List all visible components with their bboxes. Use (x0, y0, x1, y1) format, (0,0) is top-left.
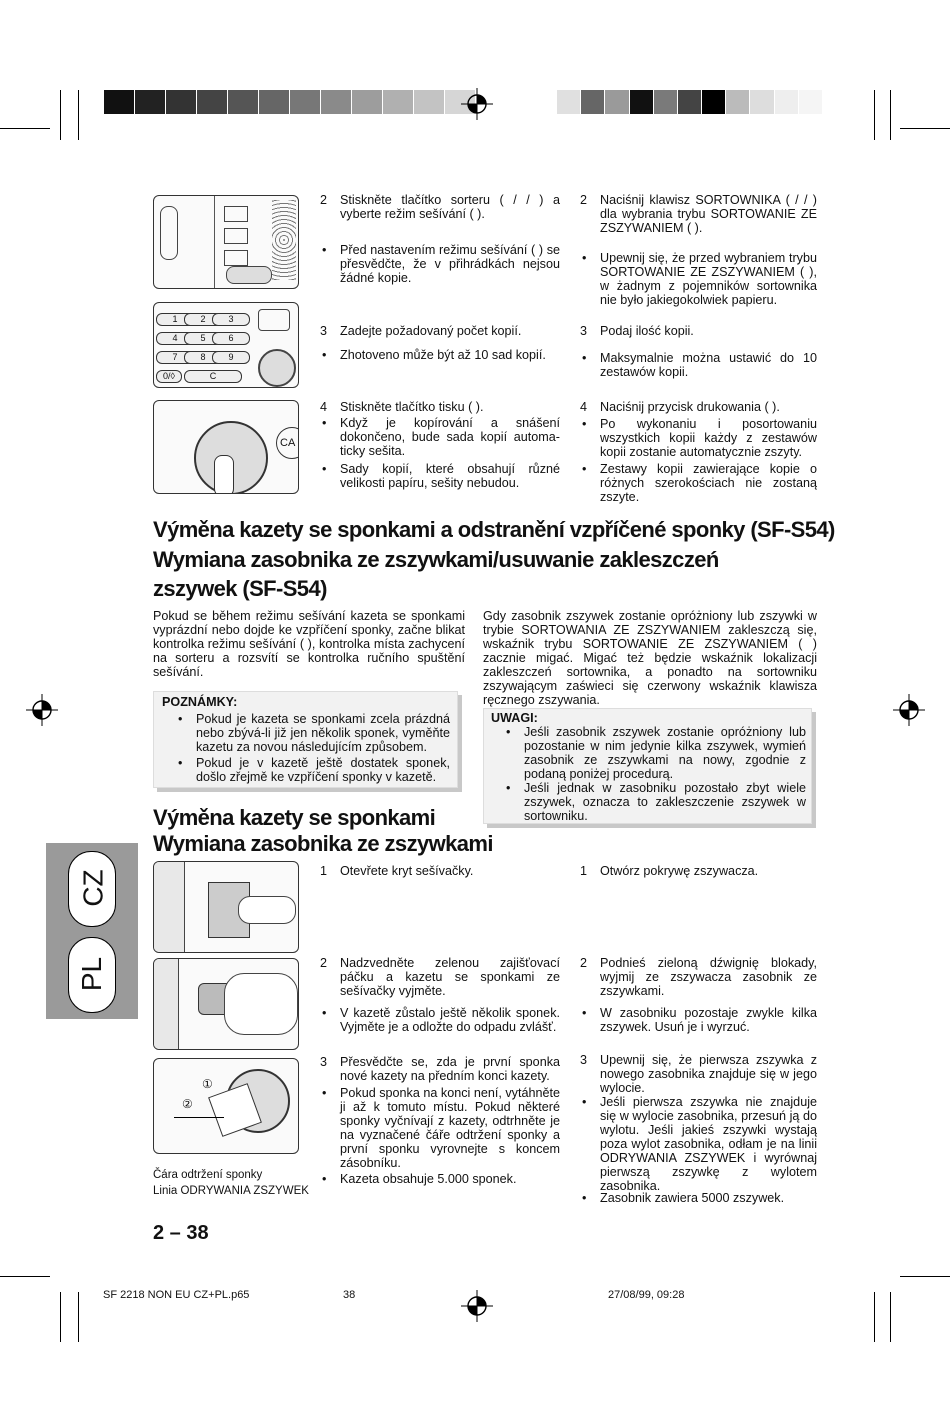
pl-s2-step-3-note-2: • Zasobnik zawiera 5000 zszywek. (582, 1191, 785, 1205)
color-swatch (104, 90, 135, 114)
registration-mark-bottom (461, 1290, 493, 1322)
color-swatch (197, 90, 228, 114)
cz-step-2: 2 Stiskněte tlačítko sorteru ( / / ) a vyberte režim sešívání ( ). (320, 193, 560, 221)
section2-title-cz: Výměna kazety se sponkami (153, 805, 436, 830)
color-swatch (383, 90, 414, 114)
color-swatch (166, 90, 197, 114)
pl-s2-step-3-note-1: • Jeśli pierwsza zszywka nie znajduje się w wylocie zasobnika, przesuń ją do wylotu. Jeśli jakieś zszywki wystają poza wylot zasobnika, odłam je na linii ODRYWANIA ZSZYWEK i wyrównaj pierwszą zszywkę z wylotem zasobnika. (582, 1095, 817, 1193)
key-6: 6 (212, 332, 250, 345)
cz-s2-step-1: 1 Otevřete kryt sešívačky. (320, 864, 474, 878)
footer-date: 27/08/99, 09:28 (608, 1289, 685, 1301)
marker-1: ① (202, 1077, 213, 1091)
power-icon (258, 309, 290, 331)
pl-s2-step-3: 3 Upewnij się, że pierwsza zszywka z nowego zasobnika znajduje się w jego wylocie. (580, 1053, 817, 1095)
tab-label-pl: PL (68, 937, 116, 1013)
color-swatch (678, 90, 702, 114)
color-swatch (775, 90, 799, 114)
key-4: 4 (156, 332, 194, 345)
cz-step-3-note: • Zhotoveno může být až 10 sad kopií. (322, 348, 546, 362)
registration-mark-top (461, 88, 493, 120)
key-clear: C (184, 370, 242, 383)
cz-step-4-note-1: • Když je kopírování a snášení dokončeno, bude sada kopií automaticky sešita. (322, 416, 560, 458)
key-0: 0/◊ (156, 370, 182, 383)
start-button-icon (258, 349, 296, 387)
section2-title-pl: Wymiana zasobnika ze zszywkami (153, 831, 493, 856)
pl-intro-paragraph: Gdy zasobnik zszywek zostanie opróżniony lub zszywki w trybie SORTOWANIA ZE ZSZYWANIEM zakleszczą się, wskaźnik trybu SORTOWANIE ZE ZSZYWANIEM ( ) zacznie migać. Migać też będzie wskaźnik lokalizacji zakleszczeń sortownika, a ponadto na sortowniku zszywającym zaświeci się czerwony wskaźnik klawisza ręcznego zszywania. (483, 609, 817, 707)
cz-notes-item-1: • Pokud je kazeta se sponkami zcela prázdná nebo zbývá-li již jen několik sponek, vyměňte kazetu za novou následujícím způsobem. (178, 712, 450, 754)
key-9: 9 (212, 351, 250, 364)
cz-s2-step-3-note-1: • Pokud sponka na konci není, vytáhněte ji až k tomuto místu. Pokud některé sponky vyčnívají z kazety, odtrhněte je na vyznačené čáře odtržení sponky a první sponku vyrovnejte s koncem zásobníku. (322, 1086, 560, 1170)
color-swatch (726, 90, 750, 114)
remove-cartridge-illustration (153, 958, 299, 1050)
cz-s2-step-2-note: • V kazetě zůstalo ještě několik sponek. Vyjměte je a odložte do odpadu zvlášť. (322, 1006, 560, 1034)
cz-intro-paragraph: Pokud se během režimu sešívání kazeta se sponkami vyprázdní nebo dojde ke vzpříčení sponky, začne blikat kontrolka režimu sešívání ( ), kontrolka místa zachycení na sorteru a rozsvítí se kontrolka ručního spuštění sešívání. (153, 609, 465, 679)
pl-step-3: 3 Podaj ilość kopii. (580, 324, 694, 338)
footer-page: 38 (343, 1289, 356, 1301)
key-2: 2 (184, 313, 222, 326)
cz-notes-title: POZNÁMKY: (162, 695, 238, 709)
key-5: 5 (184, 332, 222, 345)
pl-step-4-note-1: • Po wykonaniu i posortowaniu wszystkich kopii każdy z zestawów kopii zostanie automatycznie zszyty. (582, 417, 817, 459)
ca-button-label: CA (276, 427, 299, 459)
cz-s2-step-3-note-2: • Kazeta obsahuje 5.000 sponek. (322, 1172, 517, 1186)
color-swatch (702, 90, 726, 114)
color-swatch (823, 90, 847, 114)
registration-mark-left (26, 694, 58, 726)
color-swatch (352, 90, 383, 114)
cz-step-4: 4 Stiskněte tlačítko tisku ( ). (320, 400, 484, 414)
key-7: 7 (156, 351, 194, 364)
pl-s2-step-2: 2 Podnieś zieloną dźwignię blokady, wyjmij ze zszywacza zasobnik ze zszywkami. (580, 956, 817, 998)
pl-s2-step-1: 1 Otwórz pokrywę zszywacza. (580, 864, 759, 878)
tab-label-cz: CZ (68, 851, 116, 927)
color-swatch (605, 90, 629, 114)
color-swatch (750, 90, 774, 114)
cz-s2-step-2: 2 Nadzvedněte zelenou zajišťovací páčku a kazetu se sponkami ze sešívačky vyjměte. (320, 956, 560, 998)
color-swatch (290, 90, 321, 114)
key-3: 3 (212, 313, 250, 326)
cz-step-4-note-2: • Sady kopií, které obsahují různé velikosti papíru, sešity nebudou. (322, 462, 560, 490)
sorter-panel-illustration (153, 195, 299, 289)
color-calibration-bar-left (104, 90, 476, 114)
print-button-press-illustration (153, 400, 299, 494)
page-number: 2 – 38 (153, 1222, 209, 1244)
color-swatch (259, 90, 290, 114)
color-swatch (321, 90, 352, 114)
pl-notes-title: UWAGI: (491, 711, 538, 725)
pl-step-2-note: • Upewnij się, że przed wybraniem trybu SORTOWANIE ZE ZSZYWANIEM ( ), w żadnym z pojemników sortownika nie było jakiegokolwiek papieru. (582, 251, 817, 307)
cz-step-2-note: • Před nastavením režimu sešívání ( ) se přesvědčte, že v přihrádkách nejsou žádné kopie. (322, 243, 560, 285)
pl-notes-item-2: • Jeśli jednak w zasobniku pozostało zbyt wiele zszywek, oznacza to zakleszczenie zszywek w sortowniku. (506, 781, 806, 823)
pl-notes-item-1: • Jeśli zasobnik zszywek zostanie opróżniony lub pozostanie w nim jedynie kilka zszywek, wymień zasobnik ze zszywkami na nowy, zgodnie z podaną poniżej procedurą. (506, 725, 806, 781)
cz-notes-box (153, 691, 458, 788)
color-swatch (135, 90, 166, 114)
pl-notes-box (483, 708, 812, 824)
section-title-pl-line-2: zszywek (SF-S54) (153, 576, 327, 601)
cz-step-3: 3 Zadejte požadovaný počet kopií. (320, 324, 522, 338)
color-swatch (557, 90, 581, 114)
key-8: 8 (184, 351, 222, 364)
language-side-tab (46, 843, 138, 1019)
color-swatch (228, 90, 259, 114)
pl-s2-step-2-note: • W zasobniku pozostaje zwykle kilka zszywek. Usuń je i wyrzuć. (582, 1006, 817, 1034)
cz-s2-step-3: 3 Přesvědčte se, zda je první sponka nové kazety na předním konci kazety. (320, 1055, 560, 1083)
color-swatch (414, 90, 445, 114)
marker-2: ② (182, 1097, 193, 1111)
color-swatch (799, 90, 823, 114)
tear-line-caption-pl: Linia ODRYWANIA ZSZYWEK (153, 1185, 309, 1197)
color-swatch (630, 90, 654, 114)
pl-step-4-note-2: • Zestawy kopii zawierające kopie o różnych szerokościach nie zostaną zszyte. (582, 462, 817, 504)
cz-notes-item-2: • Pokud je v kazetě ještě dostatek sponek, došlo zřejmě ke vzpříčení sponky v kazetě. (178, 756, 450, 784)
pl-step-3-note: • Maksymalnie można ustawić do 10 zestawów kopii. (582, 351, 817, 379)
color-swatch (581, 90, 605, 114)
cartridge-tear-line-illustration (153, 1058, 299, 1154)
registration-mark-right (893, 694, 925, 726)
color-calibration-bar-right (557, 90, 847, 114)
tear-line-caption-cz: Čára odtržení sponky (153, 1169, 263, 1181)
open-stapler-cover-illustration (153, 861, 299, 953)
color-swatch (654, 90, 678, 114)
numeric-keypad-illustration (153, 302, 299, 388)
pl-step-2: 2 Naciśnij klawisz SORTOWNIKA ( / / ) dla wybrania trybu SORTOWANIE ZE ZSZYWANIEM ( ). (580, 193, 817, 235)
section-title-cz: Výměna kazety se sponkami a odstranění vzpříčené sponky (SF-S54) (153, 517, 835, 542)
footer-filename: SF 2218 NON EU CZ+PL.p65 (103, 1289, 250, 1301)
pl-step-4: 4 Naciśnij przycisk drukowania ( ). (580, 400, 780, 414)
key-1: 1 (156, 313, 194, 326)
section-title-pl-line-1: Wymiana zasobnika ze zszywkami/usuwanie zakleszczeń (153, 547, 719, 572)
